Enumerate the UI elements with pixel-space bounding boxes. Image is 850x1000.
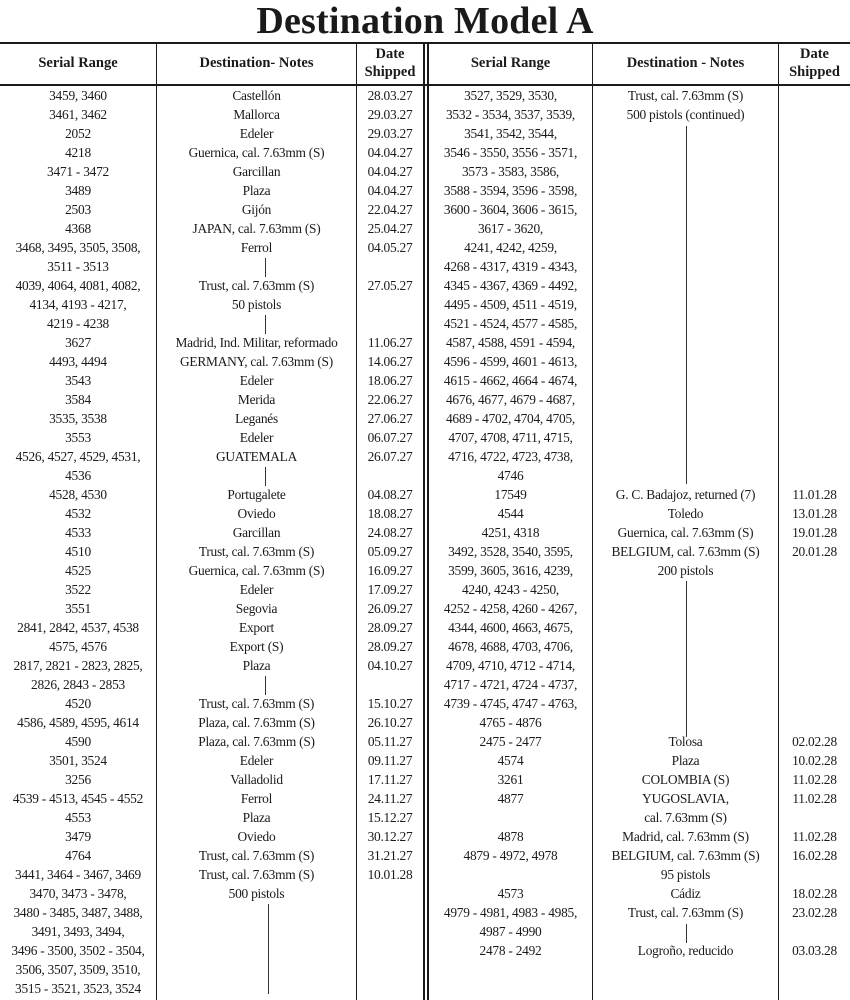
right-destination-note-cell	[593, 143, 778, 162]
left-date-shipped-cell: 25.04.27	[367, 221, 413, 236]
right-serial-range-cell: 3546 - 3550, 3556 - 3571,	[443, 145, 578, 160]
left-serial-range-cell: 3627	[65, 335, 91, 350]
right-serial-range-cell: 2478 - 2492	[479, 943, 542, 958]
right-serial-range-cell: 4344, 4600, 4663, 4675,	[448, 620, 573, 635]
right-serial-range-cell: 4596 - 4599, 4601 - 4613,	[443, 354, 578, 369]
left-serial-range-cell: 4368	[65, 221, 91, 236]
left-date-shipped-cell: 16.09.27	[367, 563, 413, 578]
left-destination-note-cell: Trust, cal. 7.63mm (S)	[198, 544, 315, 559]
right-date-shipped-cell	[779, 656, 850, 675]
right-destination-note-cell	[593, 428, 778, 447]
left-destination-note-cell: Edeler	[239, 373, 274, 388]
left-serial-range-cell: 4590	[65, 734, 91, 749]
right-serial-range-cell: 4879 - 4972, 4978	[463, 848, 558, 863]
header-destination-notes-left: Destination- Notes	[199, 55, 314, 71]
left-serial-range-cell: 3543	[65, 373, 91, 388]
left-destination-note-cell: Edeler	[239, 430, 274, 445]
left-date-shipped-cell: 24.11.27	[367, 791, 413, 806]
right-destination-note-cell	[593, 599, 778, 618]
right-date-shipped-cell	[779, 181, 850, 200]
right-destination-note-cell: BELGIUM, cal. 7.63mm (S)	[611, 848, 760, 863]
left-destination-note-cell: Plaza	[242, 810, 271, 825]
left-date-shipped-cell: 15.12.27	[367, 810, 413, 825]
left-serial-range-cell: 4218	[65, 145, 91, 160]
left-serial-range-cell: 3553	[65, 430, 91, 445]
right-serial-range-cell: 4521 - 4524, 4577 - 4585,	[443, 316, 578, 331]
right-date-shipped-cell	[779, 314, 850, 333]
right-destination-note-cell	[593, 694, 778, 713]
left-date-shipped-cell: 14.06.27	[367, 354, 413, 369]
left-destination-note-cell: Castellón	[232, 88, 281, 103]
right-date-shipped-cell: 23.02.28	[792, 905, 837, 920]
left-date-shipped-cell: 18.08.27	[367, 506, 413, 521]
left-date-shipped-cell: 10.01.28	[367, 867, 413, 882]
left-destination-note-cell: Madrid, Ind. Militar, reformado	[175, 335, 338, 350]
right-serial-range-cell: 4345 - 4367, 4369 - 4492,	[443, 278, 578, 293]
left-destination-note-cell	[157, 675, 356, 694]
left-serial-range-cell: 4510	[65, 544, 91, 559]
left-serial-range-cell: 3511 - 3513	[47, 259, 109, 274]
left-destination-note-cell: Plaza, cal. 7.63mm (S)	[198, 715, 315, 730]
left-destination-note-cell: Trust, cal. 7.63mm (S)	[198, 278, 315, 293]
right-serial-range-cell	[429, 808, 592, 827]
left-serial-range-cell: 4533	[65, 525, 91, 540]
left-destination-note-cell: Valladolid	[230, 772, 283, 787]
left-serial-range-cell: 3256	[65, 772, 91, 787]
left-destination-note-cell	[157, 922, 356, 941]
right-destination-note-cell	[593, 333, 778, 352]
left-date-shipped-cell: 29.03.27	[367, 126, 413, 141]
left-date-shipped-cell: 30.12.27	[367, 829, 413, 844]
right-date-shipped-cell	[779, 238, 850, 257]
right-serial-range-cell: 4878	[497, 829, 524, 844]
right-serial-range-cell: 4709, 4710, 4712 - 4714,	[445, 658, 576, 673]
left-destination-note-cell: Segovia	[235, 601, 278, 616]
left-serial-range-cell: 3551	[65, 601, 91, 616]
right-serial-range-cell: 4678, 4688, 4703, 4706,	[448, 639, 573, 654]
right-destination-note-cell: YUGOSLAVIA,	[642, 791, 729, 806]
shipment-table	[0, 42, 850, 1000]
right-destination-note-cell	[593, 371, 778, 390]
left-date-shipped-cell: 26.07.27	[367, 449, 413, 464]
left-serial-range-cell: 3491, 3493, 3494,	[31, 924, 125, 939]
right-date-shipped-cell: 19.01.28	[792, 525, 837, 540]
left-serial-range-cell: 3468, 3495, 3505, 3508,	[15, 240, 141, 255]
right-destination-note-cell	[593, 466, 778, 485]
right-destination-note-cell	[593, 352, 778, 371]
left-date-shipped-cell	[357, 295, 423, 314]
left-destination-note-cell: Guernica, cal. 7.63mm (S)	[188, 563, 325, 578]
right-destination-note-cell	[593, 675, 778, 694]
left-destination-note-cell: Plaza	[242, 183, 271, 198]
right-date-shipped-cell	[779, 637, 850, 656]
right-date-shipped-cell: 10.02.28	[792, 753, 837, 768]
left-destination-note-cell: Mallorca	[233, 107, 280, 122]
right-serial-range-cell: 4251, 4318	[481, 525, 540, 540]
left-serial-range-cell: 4575, 4576	[49, 639, 107, 654]
left-destination-note-cell: Oviedo	[237, 829, 276, 844]
right-destination-note-cell	[593, 447, 778, 466]
right-destination-note-cell	[593, 219, 778, 238]
left-date-shipped-cell: 04.05.27	[367, 240, 413, 255]
left-date-shipped-cell: 29.03.27	[367, 107, 413, 122]
right-date-shipped-cell	[779, 618, 850, 637]
right-destination-note-cell	[593, 295, 778, 314]
left-date-shipped-cell	[357, 922, 423, 941]
left-date-shipped-cell: 09.11.27	[367, 753, 413, 768]
left-serial-range-cell: 2503	[65, 202, 91, 217]
left-destination-note-cell: JAPAN, cal. 7.63mm (S)	[192, 221, 321, 236]
right-destination-note-cell	[593, 409, 778, 428]
left-date-shipped-cell	[357, 960, 423, 979]
right-date-shipped-cell	[779, 390, 850, 409]
left-serial-range-cell: 3441, 3464 - 3467, 3469	[15, 867, 141, 882]
left-destination-note-cell: Edeler	[239, 753, 274, 768]
right-destination-note-cell: Cádiz	[670, 886, 701, 901]
right-date-shipped-cell: 16.02.28	[792, 848, 837, 863]
right-destination-note-cell: Toledo	[667, 506, 704, 521]
left-date-shipped-cell: 04.10.27	[367, 658, 413, 673]
right-date-shipped-cell: 11.02.28	[792, 791, 837, 806]
left-date-shipped-cell: 28.09.27	[367, 620, 413, 635]
right-serial-range-cell: 4689 - 4702, 4704, 4705,	[445, 411, 576, 426]
left-serial-range-cell: 4532	[65, 506, 91, 521]
right-destination-note-cell	[593, 637, 778, 656]
right-date-shipped-cell: 11.02.28	[792, 829, 837, 844]
right-destination-note-cell: cal. 7.63mm (S)	[644, 810, 727, 825]
left-destination-note-cell: Edeler	[239, 582, 274, 597]
right-serial-range-cell: 4979 - 4981, 4983 - 4985,	[443, 905, 578, 920]
left-serial-range-cell: 3501, 3524	[49, 753, 107, 768]
right-serial-range-cell: 17549	[494, 487, 527, 502]
left-serial-range-cell: 4526, 4527, 4529, 4531,	[15, 449, 141, 464]
right-serial-range-cell: 4717 - 4721, 4724 - 4737,	[443, 677, 578, 692]
left-date-shipped-cell: 28.09.27	[367, 639, 413, 654]
right-date-shipped-cell	[779, 922, 850, 941]
left-serial-range-cell: 4525	[65, 563, 91, 578]
right-date-shipped-cell	[779, 447, 850, 466]
left-date-shipped-cell	[357, 903, 423, 922]
left-serial-range-cell: 2817, 2821 - 2823, 2825,	[13, 658, 143, 673]
right-date-shipped-cell	[779, 371, 850, 390]
right-date-shipped-cell	[779, 257, 850, 276]
left-date-shipped-cell: 22.06.27	[367, 392, 413, 407]
right-serial-range-cell: 4676, 4677, 4679 - 4687,	[445, 392, 576, 407]
left-date-shipped-cell	[357, 257, 423, 276]
right-destination-note-cell	[593, 314, 778, 333]
right-date-shipped-cell	[779, 143, 850, 162]
right-destination-note-cell: Madrid, cal. 7.63mm (S)	[622, 829, 749, 844]
right-date-shipped-cell	[779, 295, 850, 314]
left-destination-note-cell	[157, 979, 356, 998]
left-date-shipped-cell: 26.10.27	[367, 715, 413, 730]
header-serial-range-left: Serial Range	[38, 55, 118, 71]
left-date-shipped-cell: 18.06.27	[367, 373, 413, 388]
right-date-shipped-cell: 02.02.28	[792, 734, 837, 749]
left-serial-range-cell: 3461, 3462	[49, 107, 107, 122]
left-serial-range-cell: 4764	[65, 848, 91, 863]
left-date-shipped-cell: 15.10.27	[367, 696, 413, 711]
right-destination-note-cell: BELGIUM, cal. 7.63mm (S)	[611, 544, 760, 559]
right-serial-range-cell: 4241, 4242, 4259,	[464, 240, 557, 255]
left-date-shipped-cell: 04.04.27	[367, 145, 413, 160]
right-date-shipped-cell: 18.02.28	[792, 886, 837, 901]
right-destination-note-cell	[593, 276, 778, 295]
left-destination-note-cell	[157, 903, 356, 922]
left-destination-note-cell	[157, 960, 356, 979]
right-date-shipped-cell	[779, 219, 850, 238]
right-serial-range-cell: 4574	[497, 753, 524, 768]
left-serial-range-cell: 4520	[65, 696, 91, 711]
right-date-shipped-cell	[779, 105, 850, 124]
right-serial-range-cell: 4765 - 4876	[479, 715, 542, 730]
right-destination-note-cell: Logroño, reducido	[637, 943, 734, 958]
right-serial-range-cell: 4707, 4708, 4711, 4715,	[448, 430, 573, 445]
left-serial-range-cell: 4586, 4589, 4595, 4614	[17, 715, 139, 730]
left-serial-range-cell: 2052	[65, 126, 91, 141]
left-serial-range-cell: 3471 - 3472	[47, 164, 109, 179]
right-destination-note-cell	[593, 580, 778, 599]
right-serial-range-cell: 4252 - 4258, 4260 - 4267,	[443, 601, 578, 616]
right-destination-note-cell	[593, 124, 778, 143]
left-serial-range-cell: 4134, 4193 - 4217,	[29, 297, 127, 312]
right-serial-range-cell: 4587, 4588, 4591 - 4594,	[445, 335, 576, 350]
left-date-shipped-cell: 05.11.27	[367, 734, 413, 749]
header-date-shipped-right: Date Shipped	[789, 46, 840, 80]
left-destination-note-cell: Oviedo	[237, 506, 276, 521]
left-destination-note-cell: Plaza, cal. 7.63mm (S)	[198, 734, 315, 749]
left-date-shipped-cell	[357, 675, 423, 694]
left-destination-note-cell	[157, 314, 356, 333]
right-date-shipped-cell	[779, 599, 850, 618]
left-destination-note-cell	[157, 941, 356, 960]
left-date-shipped-cell: 27.05.27	[367, 278, 413, 293]
left-date-shipped-cell: 11.06.27	[367, 335, 413, 350]
left-date-shipped-cell: 04.04.27	[367, 164, 413, 179]
right-serial-range-cell: 4240, 4243 - 4250,	[461, 582, 560, 597]
right-destination-note-cell: 200 pistols	[657, 563, 714, 578]
right-serial-range-cell: 3617 - 3620,	[477, 221, 544, 236]
left-destination-note-cell	[157, 257, 356, 276]
left-date-shipped-cell: 04.08.27	[367, 487, 413, 502]
left-destination-note-cell: Export	[239, 620, 274, 635]
right-serial-range-cell: 3573 - 3583, 3586,	[461, 164, 560, 179]
right-serial-range-cell: 3588 - 3594, 3596 - 3598,	[443, 183, 578, 198]
left-destination-note-cell: Trust, cal. 7.63mm (S)	[198, 867, 315, 882]
right-serial-range-cell: 2475 - 2477	[479, 734, 542, 749]
right-destination-note-cell: 500 pistols (continued)	[626, 107, 745, 122]
right-date-shipped-cell	[779, 124, 850, 143]
left-destination-note-cell: Guernica, cal. 7.63mm (S)	[188, 145, 325, 160]
left-destination-note-cell: Trust, cal. 7.63mm (S)	[198, 696, 315, 711]
left-date-shipped-cell: 31.21.27	[367, 848, 413, 863]
left-date-shipped-cell: 17.11.27	[367, 772, 413, 787]
left-destination-note-cell: Gijón	[241, 202, 272, 217]
right-destination-note-cell: Guernica, cal. 7.63mm (S)	[617, 525, 754, 540]
left-destination-note-cell: GERMANY, cal. 7.63mm (S)	[180, 354, 333, 369]
left-serial-range-cell: 3489	[65, 183, 91, 198]
left-date-shipped-cell: 17.09.27	[367, 582, 413, 597]
left-serial-range-cell: 3515 - 3521, 3523, 3524	[15, 981, 141, 996]
left-destination-note-cell: Plaza	[242, 658, 271, 673]
header-destination-notes-right: Destination - Notes	[626, 55, 745, 71]
right-serial-range-cell: 4495 - 4509, 4511 - 4519,	[444, 297, 577, 312]
right-serial-range-cell: 4573	[497, 886, 524, 901]
right-date-shipped-cell	[779, 352, 850, 371]
left-date-shipped-cell: 05.09.27	[367, 544, 413, 559]
right-date-shipped-cell	[779, 580, 850, 599]
left-date-shipped-cell	[357, 979, 423, 998]
right-date-shipped-cell	[779, 200, 850, 219]
left-destination-note-cell: Garcillan	[232, 164, 281, 179]
right-destination-note-cell: Trust, cal. 7.63mm (S)	[627, 905, 744, 920]
right-destination-note-cell: Tolosa	[668, 734, 703, 749]
right-destination-note-cell	[593, 618, 778, 637]
right-destination-note-cell	[593, 390, 778, 409]
left-destination-note-cell: 500 pistols	[228, 886, 285, 901]
right-destination-note-cell: COLOMBIA (S)	[641, 772, 730, 787]
right-destination-note-cell: G. C. Badajoz, returned (7)	[615, 487, 756, 502]
right-serial-range-cell: 3492, 3528, 3540, 3595,	[448, 544, 573, 559]
left-date-shipped-cell: 28.03.27	[367, 88, 413, 103]
left-serial-range-cell: 4536	[65, 468, 91, 483]
right-date-shipped-cell	[779, 694, 850, 713]
left-date-shipped-cell	[357, 466, 423, 485]
right-date-shipped-cell	[779, 333, 850, 352]
left-destination-note-cell: GUATEMALA	[215, 449, 298, 464]
left-serial-range-cell: 3459, 3460	[49, 88, 107, 103]
left-date-shipped-cell	[357, 884, 423, 903]
right-destination-note-cell	[593, 713, 778, 732]
left-serial-range-cell: 3522	[65, 582, 91, 597]
left-destination-note-cell: Export (S)	[229, 639, 284, 654]
left-date-shipped-cell	[357, 314, 423, 333]
left-serial-range-cell: 3535, 3538	[49, 411, 107, 426]
left-date-shipped-cell: 06.07.27	[367, 430, 413, 445]
right-serial-range-cell: 3527, 3529, 3530,	[464, 88, 557, 103]
right-serial-range-cell: 4746	[497, 468, 524, 483]
left-date-shipped-cell	[357, 941, 423, 960]
right-serial-range-cell: 3261	[497, 772, 524, 787]
left-date-shipped-cell: 22.04.27	[367, 202, 413, 217]
right-date-shipped-cell	[779, 276, 850, 295]
left-destination-note-cell: Ferrol	[240, 240, 273, 255]
right-date-shipped-cell	[779, 466, 850, 485]
right-date-shipped-cell	[779, 713, 850, 732]
right-date-shipped-cell	[779, 409, 850, 428]
right-serial-range-cell: 4716, 4722, 4723, 4738,	[448, 449, 573, 464]
left-serial-range-cell: 3470, 3473 - 3478,	[29, 886, 127, 901]
left-serial-range-cell: 2841, 2842, 4537, 4538	[17, 620, 139, 635]
right-serial-range-cell: 4987 - 4990	[479, 924, 542, 939]
right-destination-note-cell	[593, 922, 778, 941]
left-destination-note-cell: Trust, cal. 7.63mm (S)	[198, 848, 315, 863]
right-date-shipped-cell: 13.01.28	[792, 506, 837, 521]
left-serial-range-cell: 3496 - 3500, 3502 - 3504,	[11, 943, 145, 958]
left-serial-range-cell: 4539 - 4513, 4545 - 4552	[12, 791, 144, 806]
right-destination-note-cell	[593, 656, 778, 675]
left-serial-range-cell: 3480 - 3485, 3487, 3488,	[13, 905, 143, 920]
left-serial-range-cell: 4528, 4530	[49, 487, 107, 502]
right-destination-note-cell	[593, 238, 778, 257]
right-serial-range-cell: 4615 - 4662, 4664 - 4674,	[443, 373, 578, 388]
right-date-shipped-cell	[779, 865, 850, 884]
left-date-shipped-cell: 27.06.27	[367, 411, 413, 426]
right-date-shipped-cell	[779, 162, 850, 181]
left-destination-note-cell: Garcillan	[232, 525, 281, 540]
right-serial-range-cell	[429, 865, 592, 884]
right-date-shipped-cell: 11.01.28	[792, 487, 837, 502]
right-serial-range-cell: 4739 - 4745, 4747 - 4763,	[443, 696, 578, 711]
right-date-shipped-cell	[779, 428, 850, 447]
left-destination-note-cell: Edeler	[239, 126, 274, 141]
left-serial-range-cell: 3479	[65, 829, 91, 844]
right-serial-range-cell: 3532 - 3534, 3537, 3539,	[445, 107, 576, 122]
right-serial-range-cell: 4544	[497, 506, 524, 521]
header-serial-range-right: Serial Range	[470, 55, 551, 71]
right-destination-note-cell	[593, 200, 778, 219]
right-date-shipped-cell: 20.01.28	[792, 544, 837, 559]
right-serial-range-cell: 4877	[497, 791, 524, 806]
header-date-shipped-left: Date Shipped	[364, 46, 416, 80]
right-date-shipped-cell	[779, 86, 850, 105]
right-date-shipped-cell	[779, 675, 850, 694]
left-date-shipped-cell: 24.08.27	[367, 525, 413, 540]
right-serial-range-cell: 3600 - 3604, 3606 - 3615,	[443, 202, 578, 217]
right-date-shipped-cell: 03.03.28	[792, 943, 837, 958]
left-serial-range-cell: 4553	[65, 810, 91, 825]
left-serial-range-cell: 4219 - 4238	[47, 316, 109, 331]
right-serial-range-cell: 4268 - 4317, 4319 - 4343,	[443, 259, 578, 274]
right-destination-note-cell: Plaza	[671, 753, 700, 768]
left-serial-range-cell: 3506, 3507, 3509, 3510,	[15, 962, 141, 977]
right-serial-range-cell: 3541, 3542, 3544,	[464, 126, 557, 141]
left-destination-note-cell	[157, 466, 356, 485]
page-title: Destination Model A	[256, 0, 594, 42]
right-date-shipped-cell	[779, 808, 850, 827]
left-serial-range-cell: 2826, 2843 - 2853	[31, 677, 125, 692]
table-center-divider	[423, 42, 425, 1000]
left-destination-note-cell: 50 pistols	[231, 297, 282, 312]
right-serial-range-cell: 3599, 3605, 3616, 4239,	[448, 563, 573, 578]
left-destination-note-cell: Portugalete	[227, 487, 286, 502]
left-date-shipped-cell: 04.04.27	[367, 183, 413, 198]
left-destination-note-cell: Merida	[237, 392, 276, 407]
right-destination-note-cell	[593, 181, 778, 200]
left-serial-range-cell: 4493, 4494	[49, 354, 107, 369]
right-destination-note-cell	[593, 257, 778, 276]
right-date-shipped-cell	[779, 561, 850, 580]
left-destination-note-cell: Ferrol	[240, 791, 273, 806]
left-date-shipped-cell: 26.09.27	[367, 601, 413, 616]
left-destination-note-cell: Leganés	[235, 411, 278, 426]
right-destination-note-cell	[593, 162, 778, 181]
right-date-shipped-cell: 11.02.28	[792, 772, 837, 787]
right-destination-note-cell: 95 pistols	[660, 867, 711, 882]
right-destination-note-cell: Trust, cal. 7.63mm (S)	[627, 88, 744, 103]
left-serial-range-cell: 3584	[65, 392, 91, 407]
left-serial-range-cell: 4039, 4064, 4081, 4082,	[15, 278, 141, 293]
